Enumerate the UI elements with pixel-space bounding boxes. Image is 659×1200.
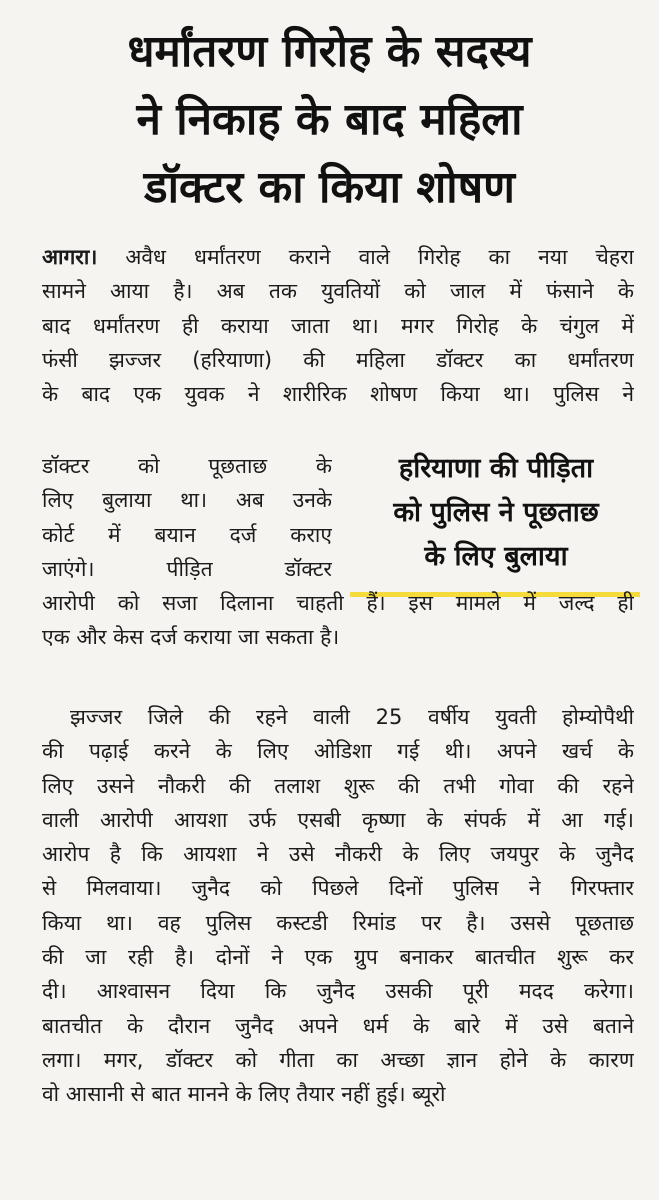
paragraph-3-line-2: की पढ़ाई करने के लिए ओडिशा गई थी। अपने खर्च के	[42, 739, 634, 764]
paragraph-3	[42, 700, 634, 1112]
headline	[0, 18, 659, 222]
paragraph-3-line-5: आरोप है कि आयशा ने उसे नौकरी के लिए जयपुर के जुनैद	[42, 842, 634, 867]
paragraph-1-line-5: के बाद एक युवक ने शारीरिक शोषण किया था। पुलिस ने	[42, 382, 634, 407]
paragraph-3-line-9: दी। आश्वासन दिया कि जुनैद उसकी पूरी मदद करेगा।	[42, 979, 634, 1004]
paragraph-2-line-2: लिए बुलाया था। अब उनके	[42, 488, 332, 513]
paragraph-3-line-4: वाली आरोपी आयशा उर्फ एसबी कृष्णा के संपर्क में आ गई।	[42, 807, 634, 832]
pull-quote-line-1: हरियाणा की पीड़िता	[398, 453, 594, 484]
paragraph-3-line-10: बातचीत के दौरान जुनैद अपने धर्म के बारे में उसे बताने	[42, 1013, 634, 1038]
paragraph-1-line-4: फंसी झज्जर (हरियाणा) की महिला डॉक्टर का धर्मांतरण	[42, 347, 634, 372]
paragraph-3-line-11: लगा। मगर, डॉक्टर को गीता का अच्छा ज्ञान होने के कारण	[42, 1047, 634, 1072]
paragraph-2-line-1: डॉक्टर को पूछताछ के	[42, 454, 332, 478]
paragraph-3-line-1: झज्जर जिले की रहने वाली 25 वर्षीय युवती होम्योपैथी	[70, 705, 634, 729]
paragraph-2-line-4: जाएंगे। पीड़ित डॉक्टर	[42, 556, 332, 581]
pull-quote-line-3: के लिए बुलाया	[424, 541, 568, 572]
paragraph-2-left-column	[42, 449, 332, 586]
dateline: आगरा।	[42, 245, 98, 269]
headline-line-3: डॉक्टर का किया शोषण	[144, 162, 515, 213]
paragraph-1-line-2: सामने आया है। अब तक युवतियों को जाल में फंसाने के	[42, 279, 634, 304]
paragraph-1-line-3: बाद धर्मांतरण ही कराया जाता था। मगर गिरोह के चंगुल में	[42, 313, 634, 338]
paragraph-3-line-7: किया था। वह पुलिस कस्टडी रिमांड पर है। उससे पूछताछ	[42, 910, 634, 935]
paragraph-2-line-6: एक और केस दर्ज कराया जा सकता है।	[42, 625, 340, 650]
paragraph-3-line-12: वो आसानी से बात मानने के लिए तैयार नहीं हुई। ब्यूरो	[42, 1082, 446, 1107]
paragraph-3-line-3: लिए उसने नौकरी की तलाश शुरू की तभी गोवा की रहने	[42, 773, 634, 798]
paragraph-1-line	[42, 240, 634, 274]
paragraph-2-line-5: आरोपी को सजा दिलाना चाहती हैं। इस मामले में जल्द ही	[42, 591, 634, 615]
pull-quote-line-2: को पुलिस ने पूछताछ	[393, 497, 599, 528]
paragraph-3-line-6: से मिलवाया। जुनैद को पिछले दिनों पुलिस ने गिरफ्तार	[42, 876, 634, 901]
paragraph-3-line-8: की जा रही है। दोनों ने एक ग्रुप बनाकर बातचीत शुरू कर	[42, 945, 634, 970]
pull-quote	[350, 447, 642, 579]
paragraph-1-line-1: अवैध धर्मांतरण कराने वाले गिरोह का नया चेहरा	[97, 245, 634, 269]
headline-line-1: धर्मांतरण गिरोह के सदस्य	[127, 26, 532, 77]
headline-line-2: ने निकाह के बाद महिला	[136, 94, 523, 145]
paragraph-2-line-3: कोर्ट में बयान दर्ज कराए	[42, 522, 332, 547]
paragraph-2-continued	[42, 586, 634, 655]
paragraph-1	[42, 240, 634, 411]
